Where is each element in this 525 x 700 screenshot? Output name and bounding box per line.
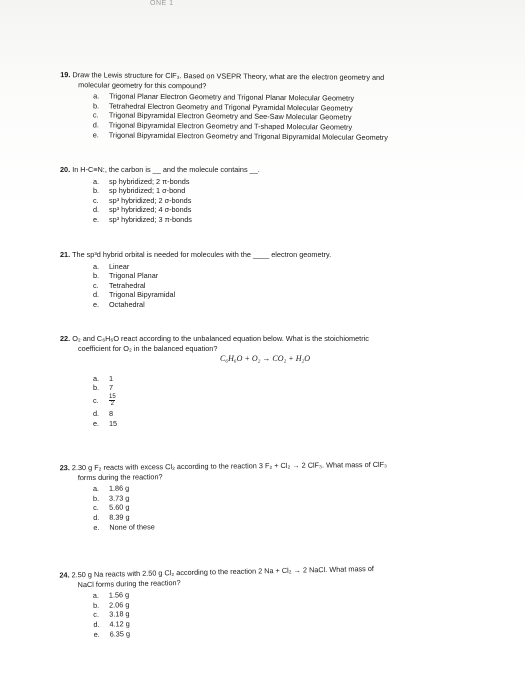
option-text: 6.35 g bbox=[109, 628, 131, 639]
question-20 bbox=[60, 165, 500, 225]
question-number: 21. bbox=[60, 250, 71, 259]
answer-options bbox=[60, 91, 500, 143]
option-text: Trigonal Bipyramidal bbox=[109, 290, 176, 300]
question-23 bbox=[60, 459, 501, 533]
option-letter: a. bbox=[93, 261, 100, 271]
option-text: 3.73 g bbox=[108, 493, 130, 503]
question-number: 20. bbox=[60, 165, 71, 174]
page-header-mark: ONE 1 bbox=[150, 0, 174, 7]
option-text: 2.06 g bbox=[108, 599, 130, 610]
answer-option[interactable] bbox=[93, 374, 500, 384]
answer-option[interactable] bbox=[93, 393, 500, 409]
option-letter: d. bbox=[93, 205, 100, 215]
option-letter: a. bbox=[93, 176, 100, 186]
fraction bbox=[109, 394, 116, 408]
option-text: 8.39 g bbox=[109, 512, 130, 522]
option-letter: e. bbox=[93, 418, 100, 428]
answer-options bbox=[60, 262, 500, 310]
option-letter: c. bbox=[93, 195, 99, 205]
option-letter: e. bbox=[92, 129, 99, 139]
option-letter: e. bbox=[93, 214, 100, 224]
option-letter: c. bbox=[93, 396, 99, 406]
option-letter: d. bbox=[93, 512, 100, 522]
option-text: Trigonal Bipyramidal Electron Geometry and Trigonal Bipyramidal Molecular Geometry bbox=[108, 130, 388, 142]
answer-option[interactable] bbox=[93, 271, 500, 281]
option-letter: d. bbox=[92, 120, 99, 130]
option-text: 15 bbox=[109, 418, 118, 428]
fraction-denominator: 2 bbox=[110, 401, 115, 408]
option-text: sp³ hybridized; 3 π-bonds bbox=[109, 214, 192, 224]
option-text: Tetrahedral bbox=[109, 280, 146, 290]
option-letter: e. bbox=[93, 299, 100, 309]
answer-option[interactable] bbox=[93, 262, 500, 272]
option-text: sp hybridized; 1 σ-bond bbox=[109, 186, 186, 196]
answer-option[interactable] bbox=[93, 281, 500, 291]
answer-option[interactable] bbox=[93, 205, 500, 215]
option-text: Trigonal Bipyramidal Electron Geometry and See-Saw Molecular Geometry bbox=[108, 110, 352, 122]
option-text: Tetrahedral Electron Geometry and Trigonal Pyramidal Molecular Geometry bbox=[108, 101, 353, 113]
question-21 bbox=[60, 250, 500, 310]
option-letter: a. bbox=[92, 590, 100, 601]
question-19 bbox=[60, 70, 501, 143]
option-letter: a. bbox=[93, 91, 100, 101]
option-text: Trigonal Bipyramidal Electron Geometry and T-shaped Molecular Geometry bbox=[108, 120, 353, 132]
chemical-equation: C₆H₆O + O₂ → CO₂ + H₂O bbox=[220, 354, 311, 364]
answer-options bbox=[60, 480, 500, 533]
option-letter: b. bbox=[92, 101, 100, 111]
option-text: Trigonal Planar bbox=[109, 271, 159, 281]
option-letter: b. bbox=[93, 383, 100, 393]
answer-option[interactable] bbox=[93, 177, 500, 187]
answer-option[interactable] bbox=[93, 409, 500, 419]
option-text: 3.18 g bbox=[109, 609, 130, 619]
option-letter: d. bbox=[93, 619, 100, 629]
option-letter: d. bbox=[93, 290, 100, 300]
answer-option[interactable] bbox=[93, 290, 500, 300]
option-text: None of these bbox=[109, 521, 155, 532]
option-letter: e. bbox=[93, 522, 100, 532]
option-text: 7 bbox=[109, 383, 114, 393]
option-text: sp³ hybridized; 4 σ-bonds bbox=[109, 205, 192, 215]
answer-option[interactable] bbox=[93, 383, 500, 393]
option-letter: b. bbox=[93, 271, 100, 281]
option-text: 1.56 g bbox=[108, 590, 130, 600]
question-text-continued: coefficient for O₂ in the balanced equation? bbox=[78, 343, 218, 353]
option-letter: a. bbox=[93, 373, 100, 383]
option-letter: c. bbox=[93, 503, 99, 513]
question-number: 23. bbox=[59, 463, 70, 473]
option-text: 5.60 g bbox=[109, 502, 130, 513]
option-letter: b. bbox=[92, 600, 100, 610]
option-text: Linear bbox=[109, 261, 130, 271]
option-text: sp hybridized; 2 π-bonds bbox=[109, 176, 190, 186]
question-text: O₂ and C₆H₆O react according to the unbalanced equation below. What is the stoichiometric bbox=[72, 334, 369, 343]
answer-option[interactable] bbox=[93, 196, 500, 206]
option-letter: b. bbox=[92, 493, 100, 503]
question-number: 19. bbox=[60, 70, 71, 80]
option-letter: b. bbox=[93, 186, 100, 196]
option-text: Octahedral bbox=[109, 299, 145, 309]
answer-option[interactable] bbox=[93, 300, 500, 310]
question-number: 24. bbox=[59, 570, 70, 580]
question-24 bbox=[59, 561, 500, 639]
answer-option[interactable] bbox=[93, 215, 500, 225]
question-text-continued: forms during the reaction? bbox=[77, 471, 163, 482]
question-text-continued: molecular geometry for this compound? bbox=[78, 79, 207, 90]
option-letter: c. bbox=[93, 280, 99, 290]
option-text: 4.12 g bbox=[109, 619, 130, 629]
fraction-numerator: 15 bbox=[109, 393, 116, 400]
question-number: 22. bbox=[60, 334, 71, 343]
answer-options bbox=[60, 374, 500, 428]
question-text: Draw the Lewis structure for ClF₃. Based on VSEPR Theory, what are the electron geometry and bbox=[72, 70, 385, 82]
option-letter: a. bbox=[92, 484, 100, 494]
answer-options bbox=[60, 583, 501, 640]
option-letter: e. bbox=[93, 629, 100, 639]
question-text: In H-C≡N:, the carbon is __ and the molecule contains __. bbox=[72, 165, 260, 174]
option-letter: c. bbox=[92, 110, 99, 120]
option-text: 8 bbox=[109, 408, 114, 418]
question-text-continued: NaCl forms during the reaction? bbox=[77, 577, 181, 589]
question-text: 2.50 g Na reacts with 2.50 g Cl₂ according to the reaction 2 Na + Cl₂ → 2 NaCl. What mass of bbox=[71, 564, 374, 580]
answer-option[interactable] bbox=[93, 186, 500, 196]
option-text: sp³ hybridized; 2 σ-bonds bbox=[109, 195, 192, 205]
answer-option[interactable] bbox=[93, 419, 500, 429]
answer-options bbox=[60, 177, 500, 225]
option-text: 1.86 g bbox=[108, 483, 130, 493]
option-letter: c. bbox=[93, 610, 100, 620]
question-text: The sp³d hybrid orbital is needed for molecules with the ____ electron geometry. bbox=[72, 250, 332, 259]
option-text: Trigonal Planar Electron Geometry and Trigonal Planar Molecular Geometry bbox=[109, 91, 355, 103]
question-text: 2.30 g F₂ reacts with excess Cl₂ according to the reaction 3 F₂ + Cl₂ → 2 ClF₃. What mass of ClF₃ bbox=[71, 459, 388, 473]
option-letter: d. bbox=[93, 408, 100, 418]
option-text: 1 bbox=[109, 373, 114, 383]
question-22 bbox=[60, 334, 500, 428]
